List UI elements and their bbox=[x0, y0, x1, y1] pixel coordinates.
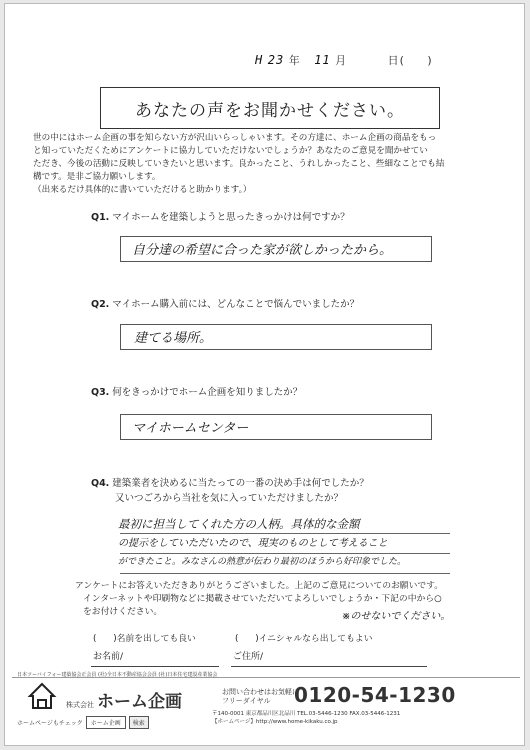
month-label: 月 bbox=[335, 54, 348, 67]
day-close: ) bbox=[427, 54, 433, 67]
intro-line: 世の中にはホーム企画の事を知らない方が沢山いらっしゃいます。その方達に、ホーム企画の商品をもっ bbox=[33, 133, 437, 143]
option-name-ok-label: 名前を出しても良い bbox=[116, 634, 196, 644]
page-title: あなたの声をお聞かせください。 bbox=[100, 87, 440, 129]
answer-4-text bbox=[118, 515, 478, 572]
closing-line: インターネットや印刷物などに掲載させていただいてよろしいでしょうか・下記の中から○ bbox=[83, 594, 442, 604]
intro-line: （出来るだけ具体的に書いていただけると助かります。） bbox=[33, 185, 252, 195]
intro-line: 構です。是非ご協力願いします。 bbox=[33, 172, 161, 182]
date-line bbox=[255, 52, 433, 68]
toll-free-label bbox=[222, 688, 299, 706]
question-text: マイホーム購入前には、どんなことで悩んでいましたか？ bbox=[112, 299, 360, 310]
name-field[interactable] bbox=[91, 665, 219, 667]
option-name-ok[interactable]: ( )名前を出しても良い bbox=[93, 634, 196, 644]
question-text: 建築業者を決めるに当たっての一番の決め手は何でしたか？ bbox=[112, 478, 369, 489]
address-field[interactable] bbox=[231, 665, 427, 667]
answer-2-text: 建てる場所。 bbox=[134, 331, 213, 346]
question-2 bbox=[91, 296, 359, 310]
free-dial-label: フリーダイヤル bbox=[222, 697, 271, 705]
question-4 bbox=[91, 476, 369, 506]
toll-free-number: 0120-54-1230 bbox=[294, 683, 456, 707]
intro-line: と知っていただくためにアンケートに協力していただけないでしょうか？あなたのご意見を聞かせてい bbox=[33, 146, 428, 156]
company-name bbox=[66, 687, 182, 712]
question-3 bbox=[91, 384, 302, 398]
intro-text bbox=[33, 132, 501, 197]
month-value: 11 bbox=[314, 53, 331, 67]
survey-page bbox=[4, 3, 525, 746]
company-name-text: ホーム企画 bbox=[97, 692, 182, 712]
question-number: Q2. bbox=[91, 299, 110, 310]
footer bbox=[12, 672, 520, 744]
answer-3-text: マイホームセンター bbox=[132, 421, 249, 436]
handwritten-note: ※のせないでください。 bbox=[342, 611, 451, 622]
name-field-label: お名前/ bbox=[93, 652, 124, 662]
era: H bbox=[255, 53, 264, 67]
address-line: 〒140-0001 東京都品川区北品川 TEL.03-5446-1230 FAX.03-5446-1231 bbox=[212, 711, 401, 717]
question-number: Q3. bbox=[91, 387, 110, 398]
association-line: 日本ツーバイフォー建築協会正会員 (社)全日本不動産協会会員 (社)日本住宅建設産業協会 bbox=[17, 672, 218, 678]
search-banner bbox=[17, 716, 149, 729]
question-number: Q1. bbox=[91, 212, 110, 223]
company-address bbox=[212, 710, 512, 726]
option-initial-ok[interactable]: ( )イニシャルなら出してもよい bbox=[235, 634, 373, 644]
intro-line: ただき、今後の活動に反映していきたいと思います。良かったこと、うれしかったこと、些細なことでも結 bbox=[33, 159, 445, 169]
option-initial-ok-label: イニシャルなら出してもよい bbox=[258, 634, 373, 644]
year-label: 年 bbox=[288, 54, 301, 67]
web-line: 【ホームページ】http://www.home-kikaku.co.jp bbox=[212, 719, 338, 725]
answer-4-line: 最初に担当してくれた方の人柄。具体的な金額 bbox=[118, 517, 360, 531]
question-number: Q4. bbox=[91, 478, 110, 489]
question-text: マイホームを建築しようと思ったきっかけは何ですか？ bbox=[112, 212, 350, 223]
closing-line: アンケートにお答えいただきありがとうございました。上記のご意見についてのお願いです。 bbox=[75, 581, 444, 591]
year-value: 23 bbox=[267, 53, 285, 67]
address-field-label: ご住所/ bbox=[233, 652, 264, 662]
company-prefix: 株式会社 bbox=[66, 701, 94, 709]
answer-1-text: 自分達の希望に合った家が欲しかったから。 bbox=[132, 243, 393, 258]
question-text-2: 又いつごろから当社を気に入っていただけましたか？ bbox=[115, 493, 344, 504]
question-text: 何をきっかけでホーム企画を知りましたか？ bbox=[112, 387, 303, 398]
contact-label: お問い合わせはお気軽に bbox=[222, 688, 299, 696]
answer-4-line: ができたこと。みなさんの熱意が伝わり最初のほうから好印象でした。 bbox=[118, 557, 407, 567]
closing-line: をお付けください。 bbox=[83, 607, 163, 617]
search-prefix: ホームページもチェック bbox=[17, 720, 83, 727]
company-logo-icon bbox=[26, 682, 58, 710]
day-label: 日( bbox=[387, 54, 405, 67]
search-term: ホーム企画 bbox=[86, 716, 126, 729]
answer-4-line: の提示をしていただいたので、現実のものとして考えること bbox=[118, 538, 388, 549]
question-1 bbox=[91, 209, 350, 223]
search-button: 検索 bbox=[129, 716, 149, 729]
